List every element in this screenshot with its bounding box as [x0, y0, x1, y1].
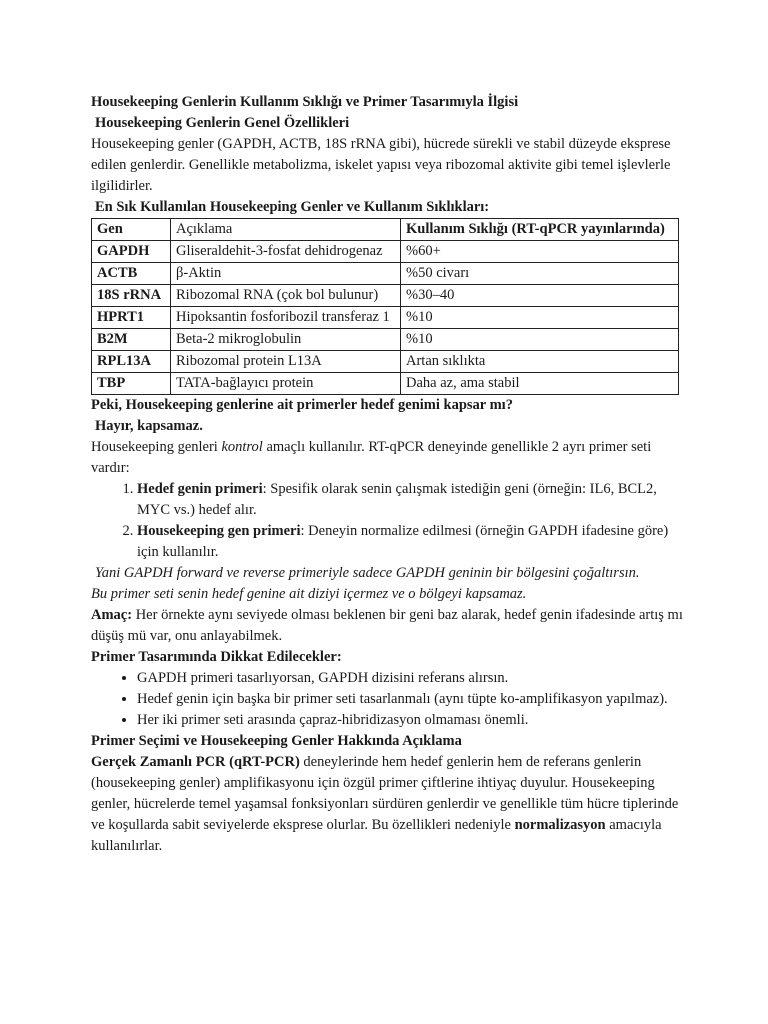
table-row [92, 329, 679, 351]
list-item: • Her iki primer seti arasında çapraz-hibridizasyon olmaması önemli. [137, 710, 691, 731]
gene-description: β-Aktin [171, 263, 401, 285]
section1-text: Housekeeping genler (GAPDH, ACTB, 18S rRNA gibi), hücrede sürekli ve stabil düzeyde eksprese edilen genlerdir. Genellikle metabolizma, iskelet yapısı veya ribozomal aktivite gibi temel işlevlerle ilgilidirler. [91, 136, 671, 194]
table-header-gene: Gen [92, 219, 171, 241]
explanation-text-2: amacıyla kullanılırlar. [91, 817, 662, 854]
list-item-text: : Deneyin normalize edilmesi (örneğin GAPDH ifadesine göre) için kullanılır. [137, 523, 669, 560]
table-header-description: Açıklama [171, 219, 401, 241]
gene-frequency: Artan sıklıkta [401, 351, 679, 373]
table-row [92, 351, 679, 373]
aim-text: Her örnekte aynı seviyede olması beklenen bir geni baz alarak, hedef genin ifadesinde artış mı düşüş mü var, onu anlayabilmek. [91, 607, 683, 644]
table-row [92, 263, 679, 285]
gene-name: GAPDH [92, 241, 171, 263]
gene-description: Beta-2 mikroglobulin [171, 329, 401, 351]
italic-note-2: Bu primer seti senin hedef genine ait diziyi içermez ve o bölgeyi kapsamaz. [91, 586, 527, 602]
table-header-frequency: Kullanım Sıklığı (RT-qPCR yayınlarında) [401, 219, 679, 241]
explanation-bold-1: Gerçek Zamanlı PCR (qRT-PCR) [91, 754, 300, 770]
italic-note-1: Yani GAPDH forward ve reverse primeriyle sadece GAPDH geninin bir bölgesini çoğaltırsın. [95, 565, 640, 581]
intro-text-post: amaçlı kullanılır. RT-qPCR deneyinde genellikle 2 ayrı primer seti vardır: [91, 439, 652, 476]
primer-question: Peki, Housekeeping genlerine ait primerler hedef genimi kapsar mı? [91, 397, 513, 413]
document-title: Housekeeping Genlerin Kullanım Sıklığı ve Primer Tasarımıyla İlgisi [91, 94, 519, 110]
design-notes-heading: Primer Tasarımında Dikkat Edilecekler: [91, 649, 342, 665]
gene-description: Hipoksantin fosforibozil transferaz 1 [171, 307, 401, 329]
table-heading: En Sık Kullanılan Housekeeping Genler ve Kullanım Sıklıkları: [95, 199, 490, 215]
table-row [92, 241, 679, 263]
table-row [92, 285, 679, 307]
list-item-label: Hedef genin primeri [137, 481, 263, 497]
explanation-text-1: deneylerinde hem hedef genlerin hem de referans genlerin (housekeeping genler) amplifikasyonu için özgül primer çiftlerine ihtiyaç duyulur. Housekeeping genler, hücrelerde temel yaşamsal fonksiyonları sürdüren genlerdir ve genellikle tüm hücre tiplerinde ve koşullarda sabit seviyelerde eksprese olurlar. Bu özellikleri nedeniyle [91, 754, 679, 833]
table-row [92, 373, 679, 395]
gene-frequency: %50 civarı [401, 263, 679, 285]
primer-intro [91, 437, 691, 479]
list-item: • GAPDH primeri tasarlıyorsan, GAPDH dizisini referans alırsın. [137, 668, 691, 689]
gene-frequency: %30–40 [401, 285, 679, 307]
housekeeping-gene-table [91, 218, 679, 395]
table-header-row [92, 219, 679, 241]
design-notes-list [91, 668, 691, 731]
list-item [137, 521, 691, 563]
document-page [91, 92, 691, 857]
intro-text-pre: Housekeeping genleri [91, 439, 222, 455]
list-item [137, 479, 691, 521]
gene-frequency: %10 [401, 307, 679, 329]
table-row [92, 307, 679, 329]
aim-label: Amaç: [91, 607, 133, 623]
gene-description: TATA-bağlayıcı protein [171, 373, 401, 395]
gene-frequency: %60+ [401, 241, 679, 263]
list-item: • Hedef genin için başka bir primer seti tasarlanmalı (aynı tüpte ko-amplifikasyon yapılmaz). [137, 689, 691, 710]
section1-heading: Housekeeping Genlerin Genel Özellikleri [95, 115, 350, 131]
gene-name: TBP [92, 373, 171, 395]
explanation-paragraph [91, 752, 691, 857]
gene-description: Ribozomal protein L13A [171, 351, 401, 373]
gene-name: B2M [92, 329, 171, 351]
gene-name: 18S rRNA [92, 285, 171, 307]
primer-answer: Hayır, kapsamaz. [95, 418, 203, 434]
gene-frequency: Daha az, ama stabil [401, 373, 679, 395]
gene-description: Gliseraldehit-3-fosfat dehidrogenaz [171, 241, 401, 263]
gene-description: Ribozomal RNA (çok bol bulunur) [171, 285, 401, 307]
list-item-text: : Spesifik olarak senin çalışmak istediğin geni (örneğin: IL6, BCL2, MYC vs.) hedef alır. [137, 481, 657, 518]
explanation-bold-2: normalizasyon [514, 817, 606, 833]
explanation-heading: Primer Seçimi ve Housekeeping Genler Hakkında Açıklama [91, 733, 462, 749]
intro-emphasis: kontrol [221, 439, 263, 455]
gene-frequency: %10 [401, 329, 679, 351]
gene-name: ACTB [92, 263, 171, 285]
primer-set-list [91, 479, 691, 563]
gene-name: HPRT1 [92, 307, 171, 329]
aim-paragraph [91, 605, 691, 647]
gene-name: RPL13A [92, 351, 171, 373]
list-item-label: Housekeeping gen primeri [137, 523, 301, 539]
